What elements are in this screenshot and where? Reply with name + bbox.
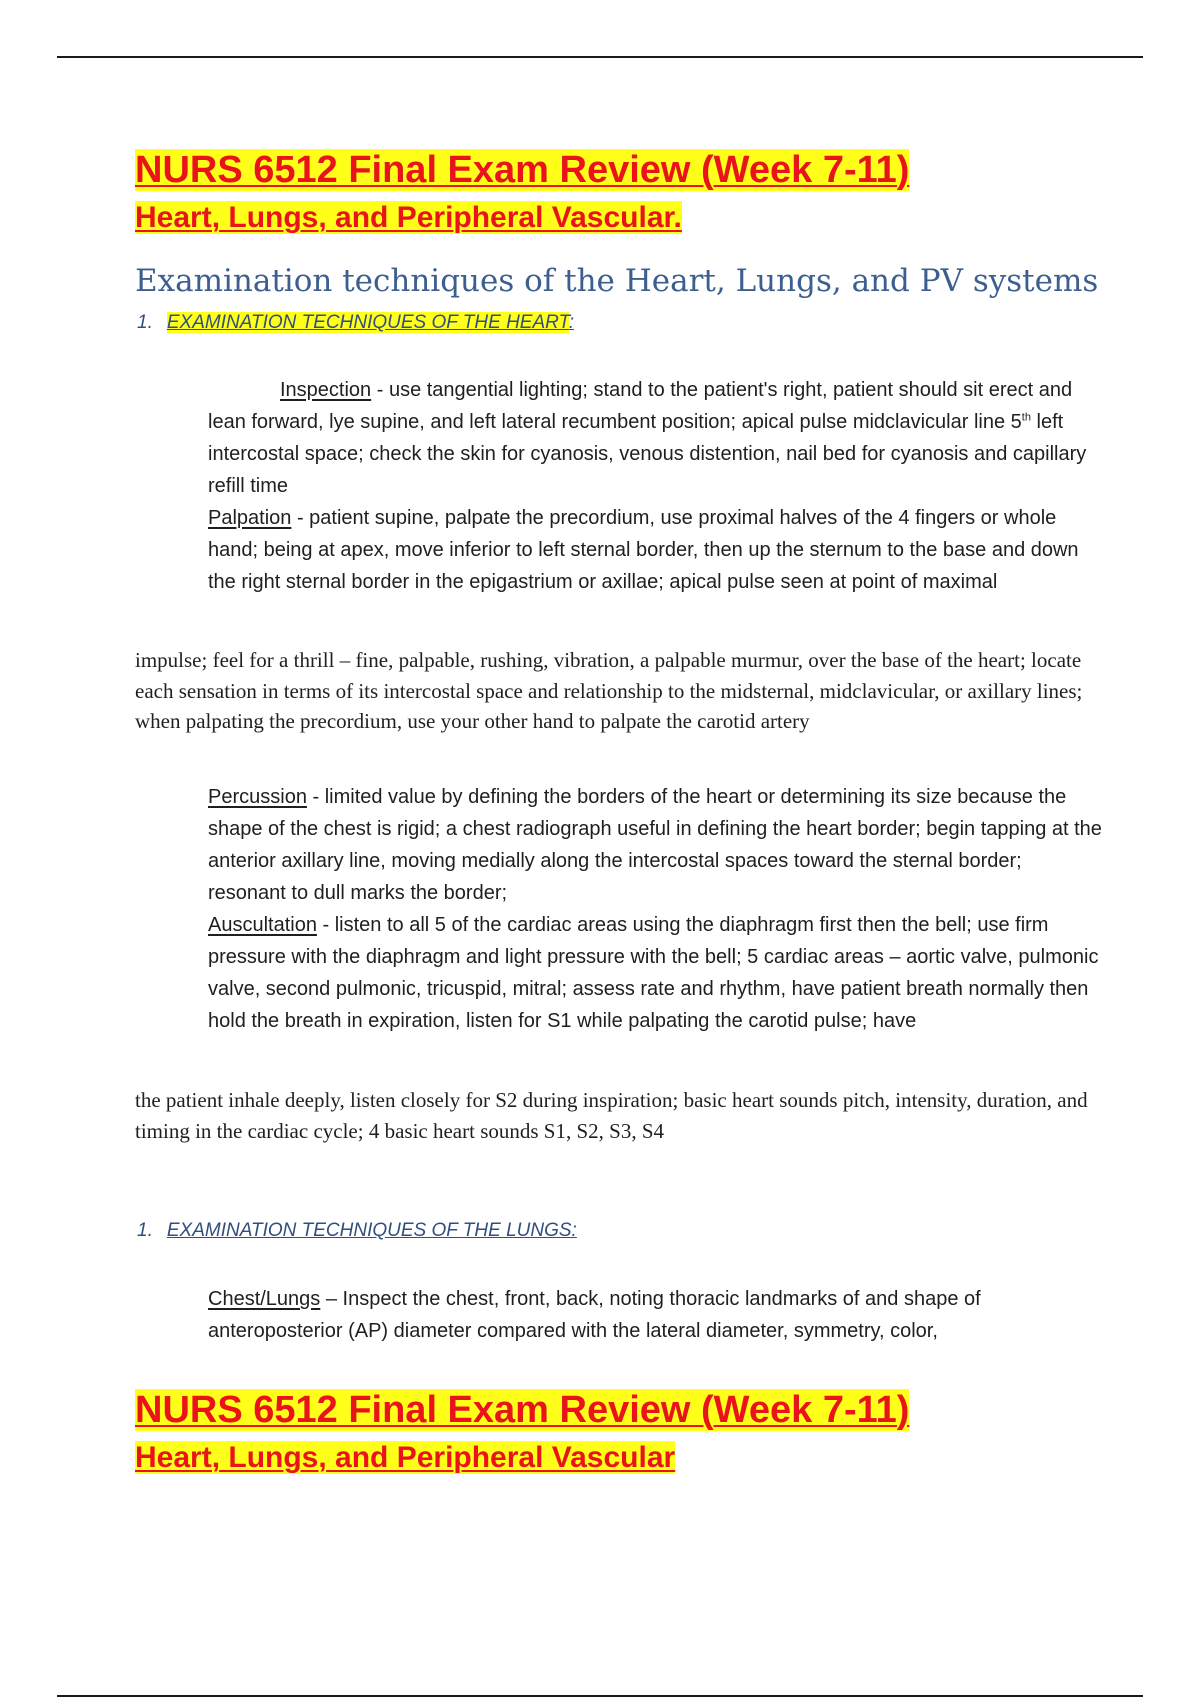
palpation-paragraph xyxy=(208,502,1103,598)
footer-subtitle xyxy=(135,1440,675,1476)
lungs-list-number: 1. xyxy=(137,1220,153,1241)
chest-lungs-paragraph xyxy=(208,1283,1103,1347)
heart-list-heading xyxy=(137,311,574,335)
bottom-rule xyxy=(57,1695,1143,1697)
heart-heading-colon: : xyxy=(568,312,574,333)
percussion-text: - limited value by defining the borders of the heart or determining its size because the shape of the chest is rigid; a chest radiograph useful in defining the heart border; begin tapping at the anterior axillary line, moving medially along the intercostal spaces toward the sternal border; resonant to dull marks the border; xyxy=(208,786,1102,904)
palpation-term: Palpation xyxy=(208,507,292,529)
heart-list-number: 1. xyxy=(137,312,153,333)
section-heading: Examination techniques of the Heart, Lungs, and PV systems xyxy=(135,263,1099,299)
impulse-paragraph: impulse; feel for a thrill – fine, palpable, rushing, vibration, a palpable murmur, over the base of the heart; locate each sensation in terms of its intercostal space and relationship to the midsternal, midclavicular, or axillary lines; when palpating the precordium, use your other hand to palpate the carotid artery xyxy=(135,648,1083,733)
top-rule xyxy=(57,56,1143,58)
percussion-paragraph xyxy=(208,781,1103,909)
lungs-heading-text: EXAMINATION TECHNIQUES OF THE LUNGS: xyxy=(166,1220,577,1241)
auscultation-text: - listen to all 5 of the cardiac areas using the diaphragm first then the bell; use firm pressure with the diaphragm and light pressure with the bell; 5 cardiac areas – aortic valve, pulmonic valve, second pulmonic, tricuspid, mitral; assess rate and rhythm, have patient breath normally then hold the breath in expiration, listen for S1 while palpating the carotid pulse; have xyxy=(208,914,1099,1032)
document-title xyxy=(135,148,909,192)
inhale-paragraph: the patient inhale deeply, listen closely for S2 during inspiration; basic heart sounds pitch, intensity, duration, and timing in the cardiac cycle; 4 basic heart sounds S1, S2, S3, S4 xyxy=(135,1088,1088,1143)
palpation-text: - patient supine, palpate the precordium, use proximal halves of the 4 fingers or whole hand; being at apex, move inferior to left sternal border, then up the sternum to the base and down the right sternal border in the epigastrium or axillae; apical pulse seen at point of maximal xyxy=(208,507,1079,593)
inspection-paragraph xyxy=(208,374,1103,502)
auscultation-term: Auscultation xyxy=(208,914,317,936)
lungs-list-heading xyxy=(137,1219,577,1243)
percussion-term: Percussion xyxy=(208,786,307,808)
inspection-term: Inspection xyxy=(280,379,372,401)
chest-lungs-text: – Inspect the chest, front, back, noting thoracic landmarks of and shape of anteroposterior (AP) diameter compared with the lateral diameter, symmetry, color, xyxy=(208,1288,981,1342)
document-subtitle xyxy=(135,200,682,236)
chest-lungs-term: Chest/Lungs xyxy=(208,1288,321,1310)
inspection-text-a: - use tangential lighting; stand to the patient's right, patient should sit erect and lean forward, lye supine, and left lateral recumbent position; apical pulse midclavicular line 5 xyxy=(208,379,1073,433)
percussion-auscultation-block xyxy=(208,781,1103,1037)
footer-title xyxy=(135,1388,909,1432)
auscultation-paragraph xyxy=(208,909,1103,1037)
inspection-sup: th xyxy=(1021,411,1031,424)
inspection-palpation-block xyxy=(208,374,1103,598)
document-subtitle-text: Heart, Lungs, and Peripheral Vascular. xyxy=(135,201,682,234)
footer-subtitle-text: Heart, Lungs, and Peripheral Vascular xyxy=(135,1441,676,1474)
heart-heading-text: EXAMINATION TECHNIQUES OF THE HEART xyxy=(166,312,569,333)
footer-title-text: NURS 6512 Final Exam Review (Week 7-11) xyxy=(135,1389,910,1431)
inspection-text-b: left intercostal space; check the skin for cyanosis, venous distention, nail bed for cyanosis and capillary refill time xyxy=(208,411,1087,497)
document-title-text: NURS 6512 Final Exam Review (Week 7-11) xyxy=(135,149,910,191)
